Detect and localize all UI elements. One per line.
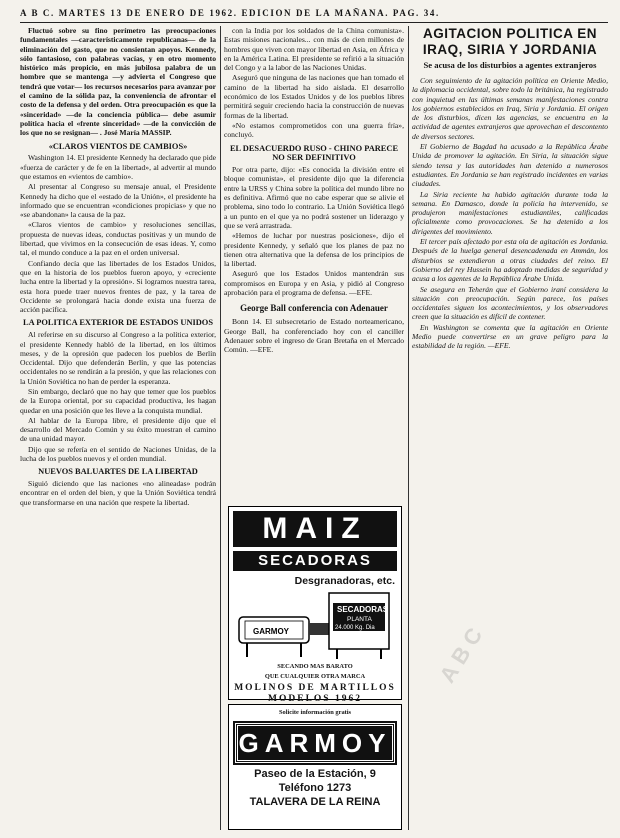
paragraph: Aseguró que ninguna de las naciones que han tomado el camino de la libertad ha sido aislada. El desarrollo económico de los Estados Unidos y de los pueblos libres permitirá seguir creciendo hacia la construcción de nuevas formas de la libertad. bbox=[224, 73, 404, 120]
paragraph: Al presentar al Congreso su mensaje anual, el Presidente Kennedy ha dicho que el «estado de la Unión», el presidente ha informado que se encuentran «condiciones propicias» y que no «se abandonan» la causa de la paz. bbox=[20, 182, 216, 220]
paragraph: Confiando decía que las libertades de los Estados Unidos, que en la historia de los pueblos fueron apoyo, y «creciente lucha entre la libertad y la opresión». Si logramos nuestra tarea, esta hora puede traer nuevos frentes de paz, y la tarea de Occidente se prolongará hacia donde exista una fuerza de acción pacífica. bbox=[20, 258, 216, 315]
ad-brand-logo: GARMOY bbox=[235, 723, 395, 763]
paragraph: «Claros vientos de cambio» y resoluciones sencillas, propuesta de nuevas ideas, conductas positivas y un mundo de libertad, que vivimos en la consecución de esas ideas. Y, como tal, el mundo conduce a la paz en el orden universal. bbox=[20, 220, 216, 258]
paragraph: En Washington se comenta que la agitación en Oriente Medio puede convertirse en un grave peligro para la estabilidad de la región. —EFE. bbox=[412, 322, 608, 351]
paragraph: Sin embargo, declaró que no hay que temer que los pueblos de la Europa oriental, por su capacidad productiva, les hagan quedar en una posición que les lleve a la conquista mundial. bbox=[20, 386, 216, 415]
machine-drawing bbox=[237, 589, 393, 661]
paragraph: Siguió diciendo que las naciones «no alineadas» podrán encontrar en el orden del bien, y que la Unión Soviética tendrá que transformarse en una nación que respete la libertad. bbox=[20, 479, 216, 507]
paragraph: «Hemos de luchar por nuestras posiciones», dijo el presidente Kennedy, y señaló que los planes de paz no tienen otra alternativa que la defensa de los principios de la libertad. bbox=[224, 231, 404, 269]
dryer-machine-illustration bbox=[237, 589, 393, 661]
column-divider bbox=[408, 26, 409, 830]
paragraph: Con seguimiento de la agitación política en Oriente Medio, la diplomacia occidental, sobre todo la británica, ha registrado con inquietud en las últimas semanas manifestaciones contra los gobiernos establecidos en Iraq, Siria y Jordania. El origen de los disturbios, dicen las agencias, se encuentra en la actividad de agentes extranjeros que aprovechan el descontento de diversos sectores. bbox=[412, 76, 608, 141]
ad-city: TALAVERA DE LA REINA bbox=[249, 796, 381, 808]
ad-line: SECANDO MAS BARATO bbox=[277, 663, 353, 670]
article-subheadline: Se acusa de los disturbios a agentes extranjeros bbox=[423, 60, 597, 70]
article-title: George Ball conferencia con Adenauer bbox=[240, 303, 388, 314]
paragraph: Se asegura en Teherán que el Gobierno iraní considera la situación con preocupación. Según parece, los países occidentales siguen los acontecimientos, y los observadores creen que la situación es difícil de contener. bbox=[412, 284, 608, 322]
paragraph: La Siria reciente ha habido agitación durante toda la semana. En Damasco, donde la policía ha intervenido, se produjeron manifestaciones estudiantiles, calificadas oficialmente como provocaciones. Se ha detenido a los dirigentes del movimiento. bbox=[412, 189, 608, 236]
column-middle bbox=[224, 26, 404, 502]
paragraph: Por otra parte, dijo: «Es conocida la división entre el bloque comunista», el presidente dijo que la diferencia entre la URSS y China sobre la política del mundo libre no es definitiva. Afirmó que no cabe esperar que se alivie el problema, sino todo lo contrario. La Unión Soviética llegó a un punto en el que ya no podrá sostener un liderazgo y que se verá arrastrada. bbox=[224, 165, 404, 230]
column-left bbox=[20, 26, 216, 830]
machine-label: PLANTA bbox=[347, 616, 372, 623]
article-headline: AGITACION POLITICA EN IRAQ, SIRIA Y JORDANIA bbox=[422, 26, 598, 57]
paragraph: Al hablar de la Europa libre, el presidente dijo que el desarrollo del Mercado Común y su éxito muestran el camino de una unidad mayor. bbox=[20, 415, 216, 444]
ad-molinos: MOLINOS DE MARTILLOS bbox=[234, 683, 396, 693]
paragraph: con la India por los soldados de la China comunista». Estas misiones nacionales... con más de cien millones de hombres que viven con mayor libertad en Asia, en África y en la América Latina. El presidente se refirió a la situación del Congo y a la labor de las Naciones Unidas. bbox=[224, 26, 404, 73]
ad-solicite: Solicite información gratis bbox=[278, 709, 352, 716]
section-heading: EL DESACUERDO RUSO - CHINO PARECE NO SER DEFINITIVO bbox=[229, 143, 399, 163]
paragraph: Dijo que se refería en el sentido de Naciones Unidas, de la lucha de los pueblos nuevos y el orden mundial. bbox=[20, 444, 216, 464]
machine-brand: GARMOY bbox=[253, 627, 289, 636]
advertisement-garmoy bbox=[228, 704, 402, 830]
paragraph: El tercer país afectado por esta ola de agitación es Jordania. Después de la huelga general desencadenada en Ammán, los disturbios se extendieron a otras ciudades del reino. El Gobierno del rey Hussein ha adoptado medidas de seguridad y acusa a los agentes de la República Árabe Unida. bbox=[412, 237, 608, 284]
ad-address: Paseo de la Estación, 9 bbox=[254, 768, 376, 780]
column-right bbox=[412, 26, 608, 830]
header-rule bbox=[20, 22, 608, 23]
ad-phone: Teléfono 1273 bbox=[278, 782, 352, 794]
section-heading: NUEVOS BALUARTES DE LA LIBERTAD bbox=[38, 467, 198, 477]
column-divider bbox=[220, 26, 221, 830]
machine-capacity: 24.000 Kg. Dia bbox=[335, 625, 375, 631]
ad-secadoras-title: SECADORAS bbox=[233, 551, 397, 571]
ad-maiz-title: MAIZ bbox=[233, 511, 397, 547]
intro-paragraph: Fluctuó sobre su fino perímetro las preocupaciones fundamentales —característicamente republicanas— de la eliminación del gasto, que no consientan apoyos. Kennedy, sólo fantasioso, con palabras vacías, y en otro momento histórico más propicio, en más jubilosa palabra de un hombre que se mantenga —y advierta el Congreso que tendrá que votar— los recursos necesarios para avanzar por el camino de la sólida paz, la conveniencia de afrontar el costo de la defensa y del orden. Otra preocupación es que la «sinceridad» —de la conciencia pública— debe asumir política hacia el «frente sinceridad» —de la convicción de los que no se resignan— . José María MASSIP. bbox=[20, 26, 216, 138]
machine-label: SECADORAS bbox=[337, 605, 389, 614]
advertisement-maiz bbox=[228, 506, 402, 704]
ad-line: QUE CUALQUIER OTRA MARCA bbox=[264, 673, 366, 680]
ad-desgranadoras: Desgranadoras, etc. bbox=[294, 575, 395, 587]
archive-watermark: ABC bbox=[434, 618, 491, 688]
ad-modelos: MODELOS 1962 bbox=[268, 694, 362, 704]
section-heading: LA POLITICA EXTERIOR DE ESTADOS UNIDOS bbox=[23, 318, 213, 328]
paragraph: El Gobierno de Bagdad ha acusado a la República Árabe Unida de promover la agitación. En Siria, la situación sigue siendo tensa y las autoridades han detenido a numerosos estudiantes. En Jordania se han registrado incidentes en varias ciudades. bbox=[412, 142, 608, 189]
paragraph: Bonn 14. El subsecretario de Estado norteamericano, George Ball, ha conferenciado hoy con el canciller Adenauer sobre el ingreso de Gran Bretaña en el Mercado Común. —EFE. bbox=[224, 317, 404, 355]
paragraph: Washington 14. El presidente Kennedy ha declarado que pide «fuerza de carácter y de fe en la libertad», al advertir al mundo que estamos en «vientos de cambio». bbox=[20, 153, 216, 181]
page-header: A B C. MARTES 13 DE ENERO DE 1962. EDICION DE LA MAÑANA. PAG. 34. bbox=[20, 8, 440, 18]
paragraph: Al referirse en su discurso al Congreso a la política exterior, el presidente Kennedy habló de la libertad, en los últimos meses, y de la opresión que padecen los pueblos de Berlín Occidental. Dijo que defenderán Berlín, y que las potencias occidentales no se rendirán a la presión, y que las relaciones con la Unión Soviética no han de perder la esperanza. bbox=[20, 330, 216, 386]
section-heading: «CLAROS VIENTOS DE CAMBIOS» bbox=[48, 141, 188, 151]
paragraph: «No estamos comprometidos con una guerra fría», concluyó. bbox=[224, 120, 404, 140]
paragraph: Aseguró que los Estados Unidos mantendrán sus compromisos en Europa y en Asia, y pidió al Congreso aprobación para el programa de defensa. —EFE. bbox=[224, 269, 404, 298]
